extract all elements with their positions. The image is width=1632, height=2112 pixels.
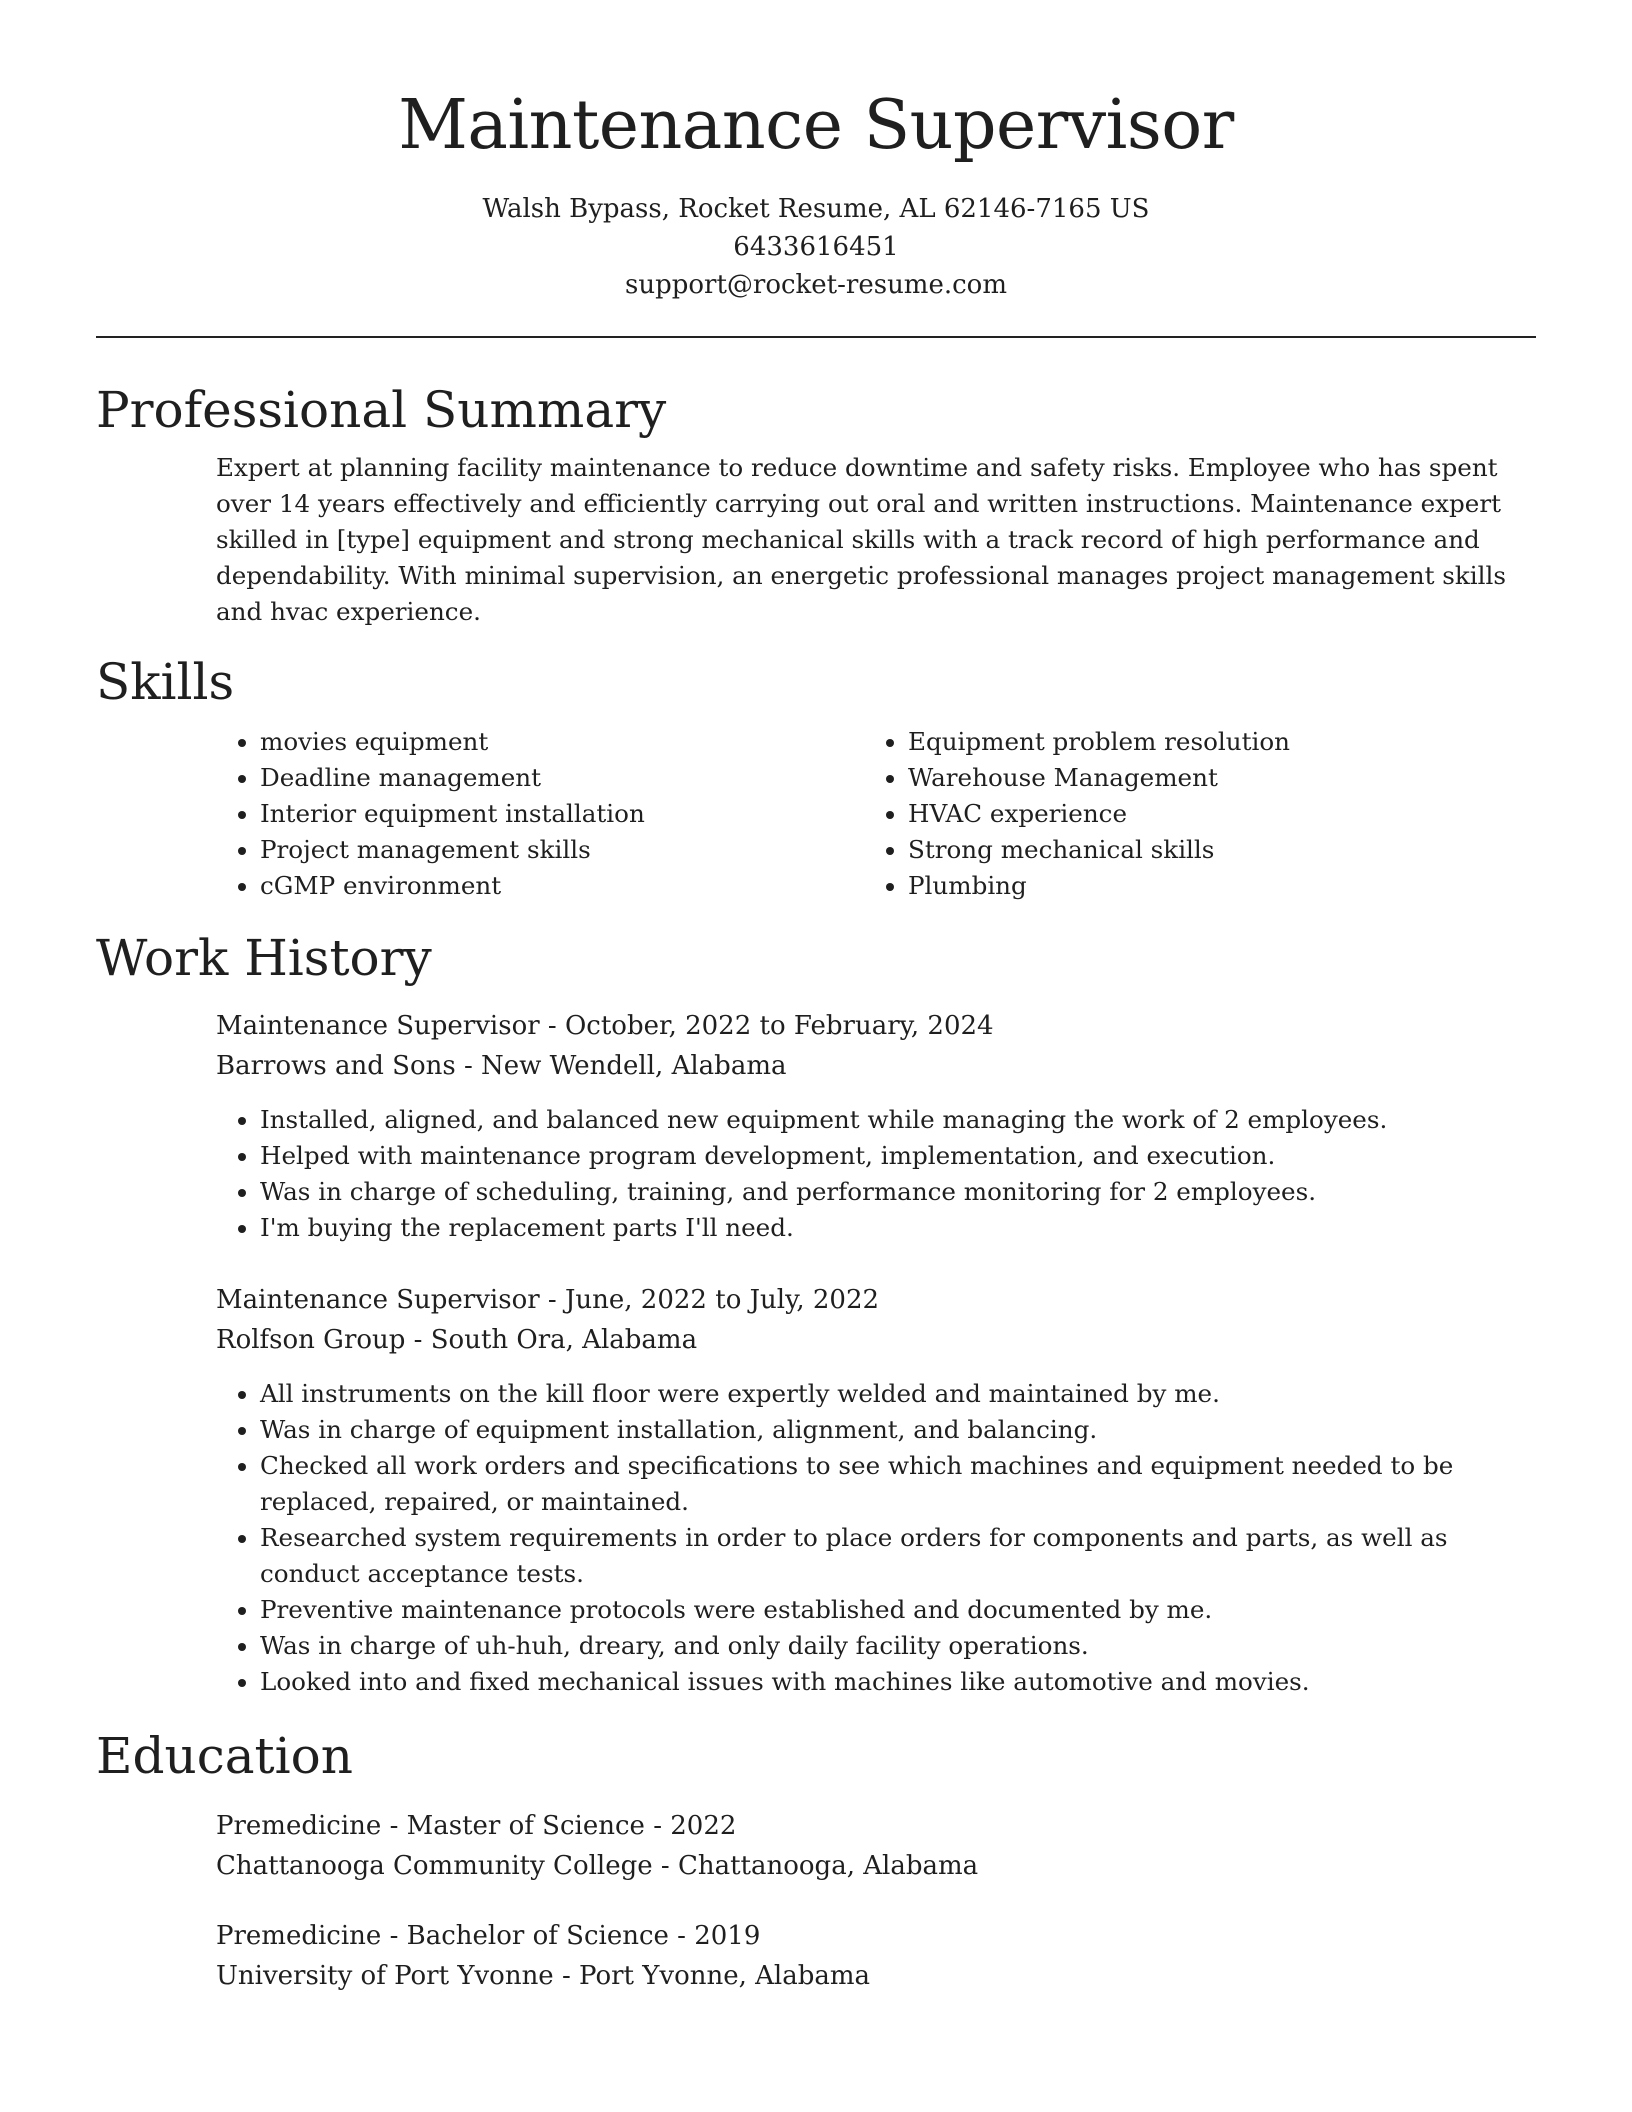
header-divider: [96, 336, 1536, 338]
email-text: support@rocket-resume.com: [624, 270, 1007, 300]
job-bullet: • Preventive maintenance protocols were established and documented by me.: [260, 1592, 1536, 1628]
skill-item: • Strong mechanical skills: [908, 832, 1512, 868]
school-line: Chattanooga Community College - Chattanooga, Alabama: [216, 1851, 979, 1881]
education-heading: Education: [96, 1727, 353, 1785]
job-bullets: [216, 1102, 1536, 1246]
job-bullet: • Helped with maintenance program development, implementation, and execution.: [260, 1138, 1536, 1174]
job-company-location: Rolfson Group - South Ora, Alabama: [216, 1325, 698, 1355]
resume-header: [96, 0, 1536, 304]
job-company-location: Barrows and Sons - New Wendell, Alabama: [216, 1051, 787, 1081]
education-entry: [216, 1806, 1536, 1886]
address-text: Walsh Bypass, Rocket Resume, AL 62146-7165 US: [482, 194, 1150, 224]
education-entry: [216, 1916, 1536, 1996]
work-history-heading: Work History: [96, 929, 432, 987]
job-bullet: • Checked all work orders and specifications to see which machines and equipment needed to be replaced, repaired, or maintained.: [260, 1448, 1536, 1520]
job-bullets: [216, 1376, 1536, 1700]
skill-item: • Interior equipment installation: [260, 796, 864, 832]
job-bullet: • Was in charge of scheduling, training, and performance monitoring for 2 employees.: [260, 1174, 1536, 1210]
job-bullet: • I'm buying the replacement parts I'll need.: [260, 1210, 1536, 1246]
skill-item: • cGMP environment: [260, 868, 864, 904]
skill-item: • Warehouse Management: [908, 760, 1512, 796]
job-bullet: • Was in charge of uh-huh, dreary, and only daily facility operations.: [260, 1628, 1536, 1664]
job-bullet: • Researched system requirements in order to place orders for components and parts, as well as conduct acceptance tests.: [260, 1520, 1536, 1592]
job-entry: [216, 1280, 1536, 1700]
phone-text: 6433616451: [733, 232, 899, 262]
degree-line: Premedicine - Master of Science - 2022: [216, 1811, 737, 1841]
job-bullet: • All instruments on the kill floor were expertly welded and maintained by me.: [260, 1376, 1536, 1412]
skills-list: [216, 724, 1536, 904]
skills-heading: Skills: [96, 653, 235, 711]
job-entry: [216, 1006, 1536, 1246]
school-line: University of Port Yvonne - Port Yvonne, Alabama: [216, 1961, 871, 1991]
skill-item: • Equipment problem resolution: [908, 724, 1512, 760]
contact-block: [96, 190, 1536, 304]
job-title-dates: Maintenance Supervisor - October, 2022 to February, 2024: [216, 1011, 994, 1041]
degree-line: Premedicine - Bachelor of Science - 2019: [216, 1921, 761, 1951]
summary-heading: Professional Summary: [96, 381, 667, 439]
job-title-dates: Maintenance Supervisor - June, 2022 to July, 2022: [216, 1285, 880, 1315]
skills-column-left: [216, 724, 864, 904]
skill-item: • HVAC experience: [908, 796, 1512, 832]
skill-item: • Deadline management: [260, 760, 864, 796]
job-bullet: • Looked into and fixed mechanical issues with machines like automotive and movies.: [260, 1664, 1536, 1700]
skills-column-right: [864, 724, 1512, 904]
job-bullet: • Was in charge of equipment installation, alignment, and balancing.: [260, 1412, 1536, 1448]
job-bullet: • Installed, aligned, and balanced new equipment while managing the work of 2 employees.: [260, 1102, 1536, 1138]
skill-item: • movies equipment: [260, 724, 864, 760]
skill-item: • Project management skills: [260, 832, 864, 868]
skill-item: • Plumbing: [908, 868, 1512, 904]
candidate-title: Maintenance Supervisor: [398, 86, 1234, 165]
summary-text: Expert at planning facility maintenance to reduce downtime and safety risks. Employee who has spent over 14 years effectively and efficiently carrying out oral and written instructions. Maintenance expert skilled in [type] equipment and strong mechanical skills with a track record of high performance and dependability. With minimal supervision, an energetic professional manages project management skills and hvac experience.: [216, 453, 1507, 626]
